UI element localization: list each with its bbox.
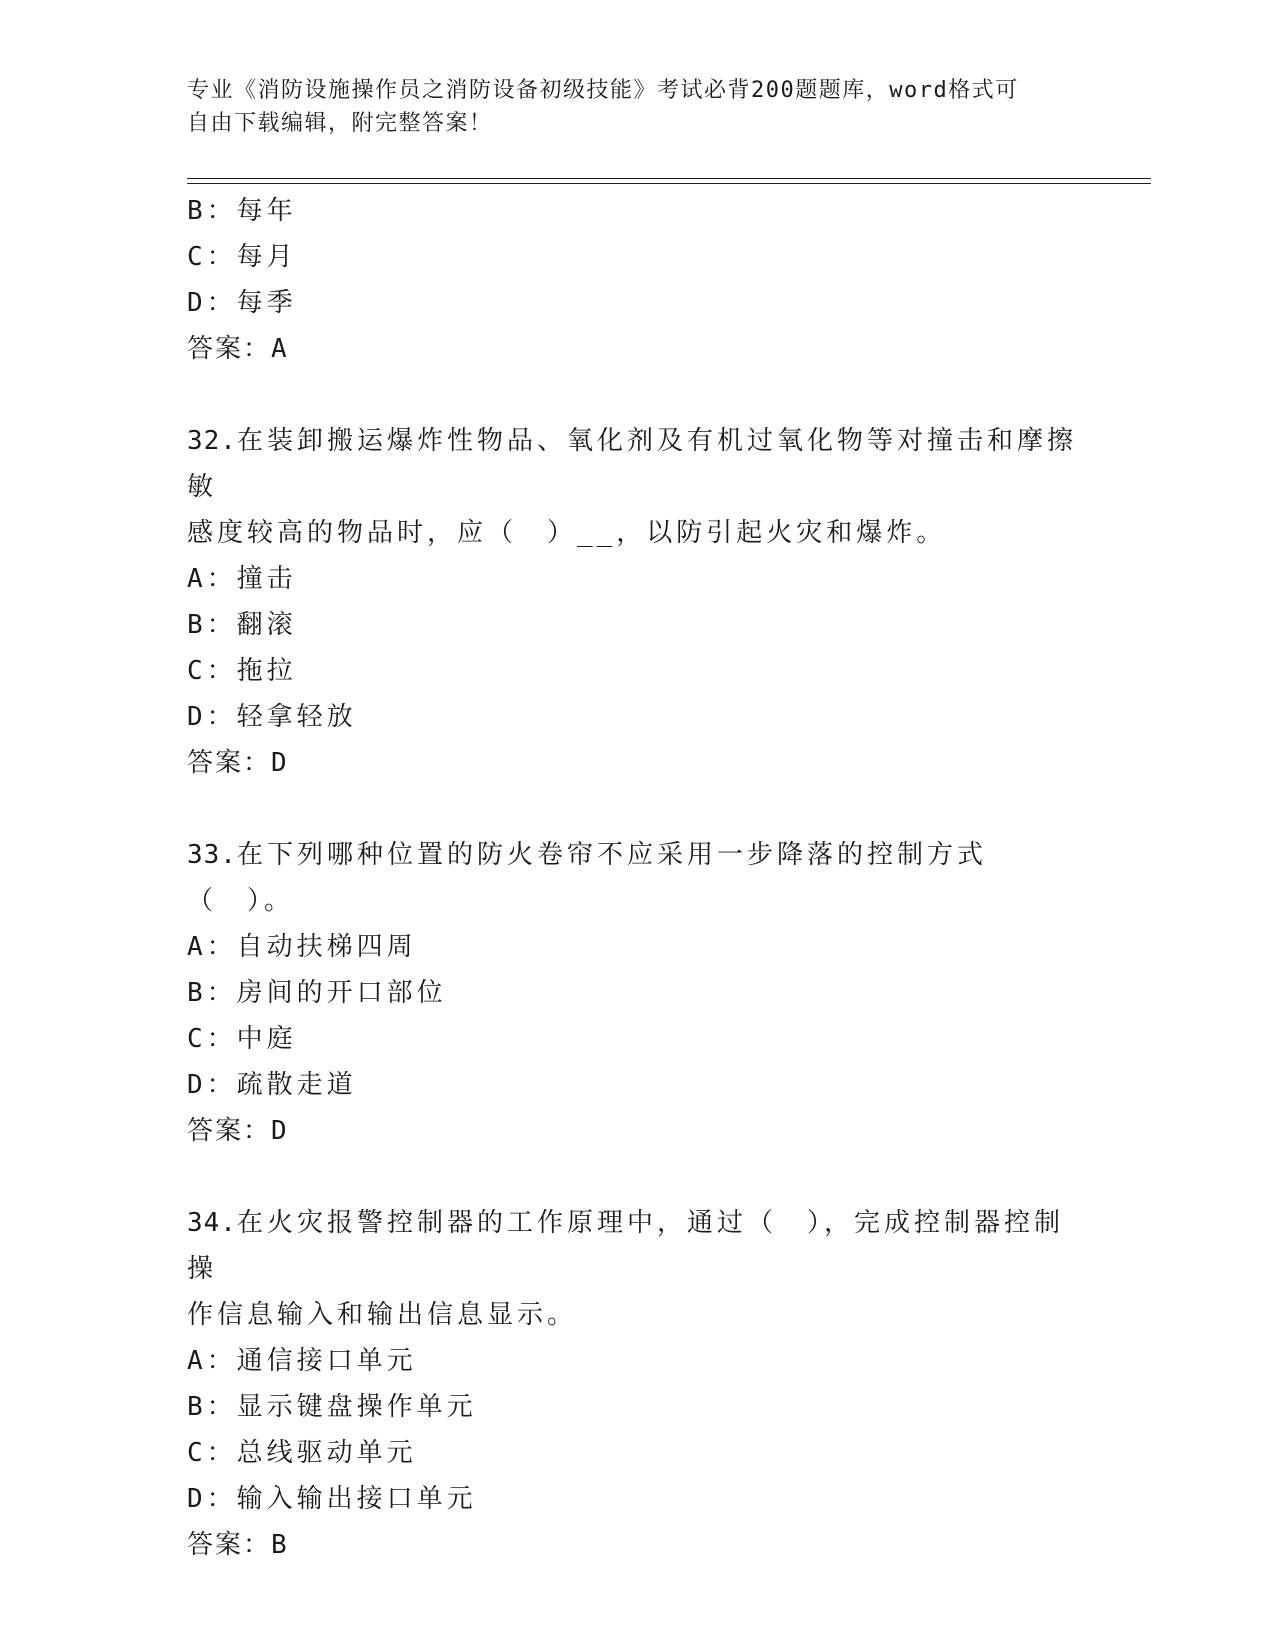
- answer-label: 答案：: [187, 748, 272, 778]
- question-text-line-2: 感度较高的物品时，应（ ）__，以防引起火灾和爆炸。: [187, 518, 947, 548]
- option-b: B：翻滚: [187, 610, 297, 640]
- document-header: [187, 74, 1067, 140]
- header-divider-top: [187, 178, 1151, 179]
- question-text-line-1: 在火灾报警控制器的工作原理中，通过（ ），完成控制器控制操: [187, 1208, 1064, 1284]
- option-d: D：疏散走道: [187, 1070, 357, 1100]
- question-text: [187, 832, 1087, 924]
- option-c: C：中庭: [187, 1024, 297, 1054]
- question-text-line-1: 在装卸搬运爆炸性物品、氧化剂及有机过氧化物等对撞击和摩擦敏: [187, 426, 1077, 502]
- question-number: 34.: [187, 1208, 237, 1238]
- option-a: A：通信接口单元: [187, 1346, 417, 1376]
- header-line-2: 自由下载编辑，附完整答案！: [187, 111, 493, 136]
- answer-value: B: [271, 1530, 289, 1560]
- answer-label: 答案：: [187, 1116, 272, 1146]
- question-text-line-1: 在下列哪种位置的防火卷帘不应采用一步降落的控制方式（ ）。: [187, 840, 987, 916]
- question-33: [187, 832, 1087, 1154]
- question-list: [187, 188, 1087, 1568]
- option-b: B：显示键盘操作单元: [187, 1392, 477, 1422]
- answer-line: [187, 326, 1087, 372]
- question-34: [187, 1200, 1087, 1568]
- answer-label: 答案：: [187, 334, 272, 364]
- option-b: B：房间的开口部位: [187, 978, 447, 1008]
- answer-line: [187, 740, 1087, 786]
- question-number: 32.: [187, 426, 237, 456]
- option-c: C：每月: [187, 242, 297, 272]
- answer-line: [187, 1108, 1087, 1154]
- option-a: A：撞击: [187, 564, 297, 594]
- answer-label: 答案：: [187, 1530, 272, 1560]
- prev-question-block: [187, 188, 1087, 372]
- question-text: [187, 418, 1087, 510]
- answer-value: A: [271, 334, 289, 364]
- option-d: D：轻拿轻放: [187, 702, 357, 732]
- question-number: 33.: [187, 840, 237, 870]
- option-b: B：每年: [187, 196, 297, 226]
- answer-line: [187, 1522, 1087, 1568]
- answer-value: D: [271, 748, 289, 778]
- question-text: [187, 1200, 1087, 1292]
- option-d: D：每季: [187, 288, 297, 318]
- option-c: C：总线驱动单元: [187, 1438, 417, 1468]
- header-divider-bottom: [187, 183, 1151, 184]
- question-32: [187, 418, 1087, 786]
- answer-value: D: [271, 1116, 289, 1146]
- option-a: A：自动扶梯四周: [187, 932, 417, 962]
- option-d: D：输入输出接口单元: [187, 1484, 477, 1514]
- option-c: C：拖拉: [187, 656, 297, 686]
- question-text-line-2: 作信息输入和输出信息显示。: [187, 1300, 578, 1330]
- header-line-1: 专业《消防设施操作员之消防设备初级技能》考试必背200题题库，word格式可: [187, 78, 1019, 103]
